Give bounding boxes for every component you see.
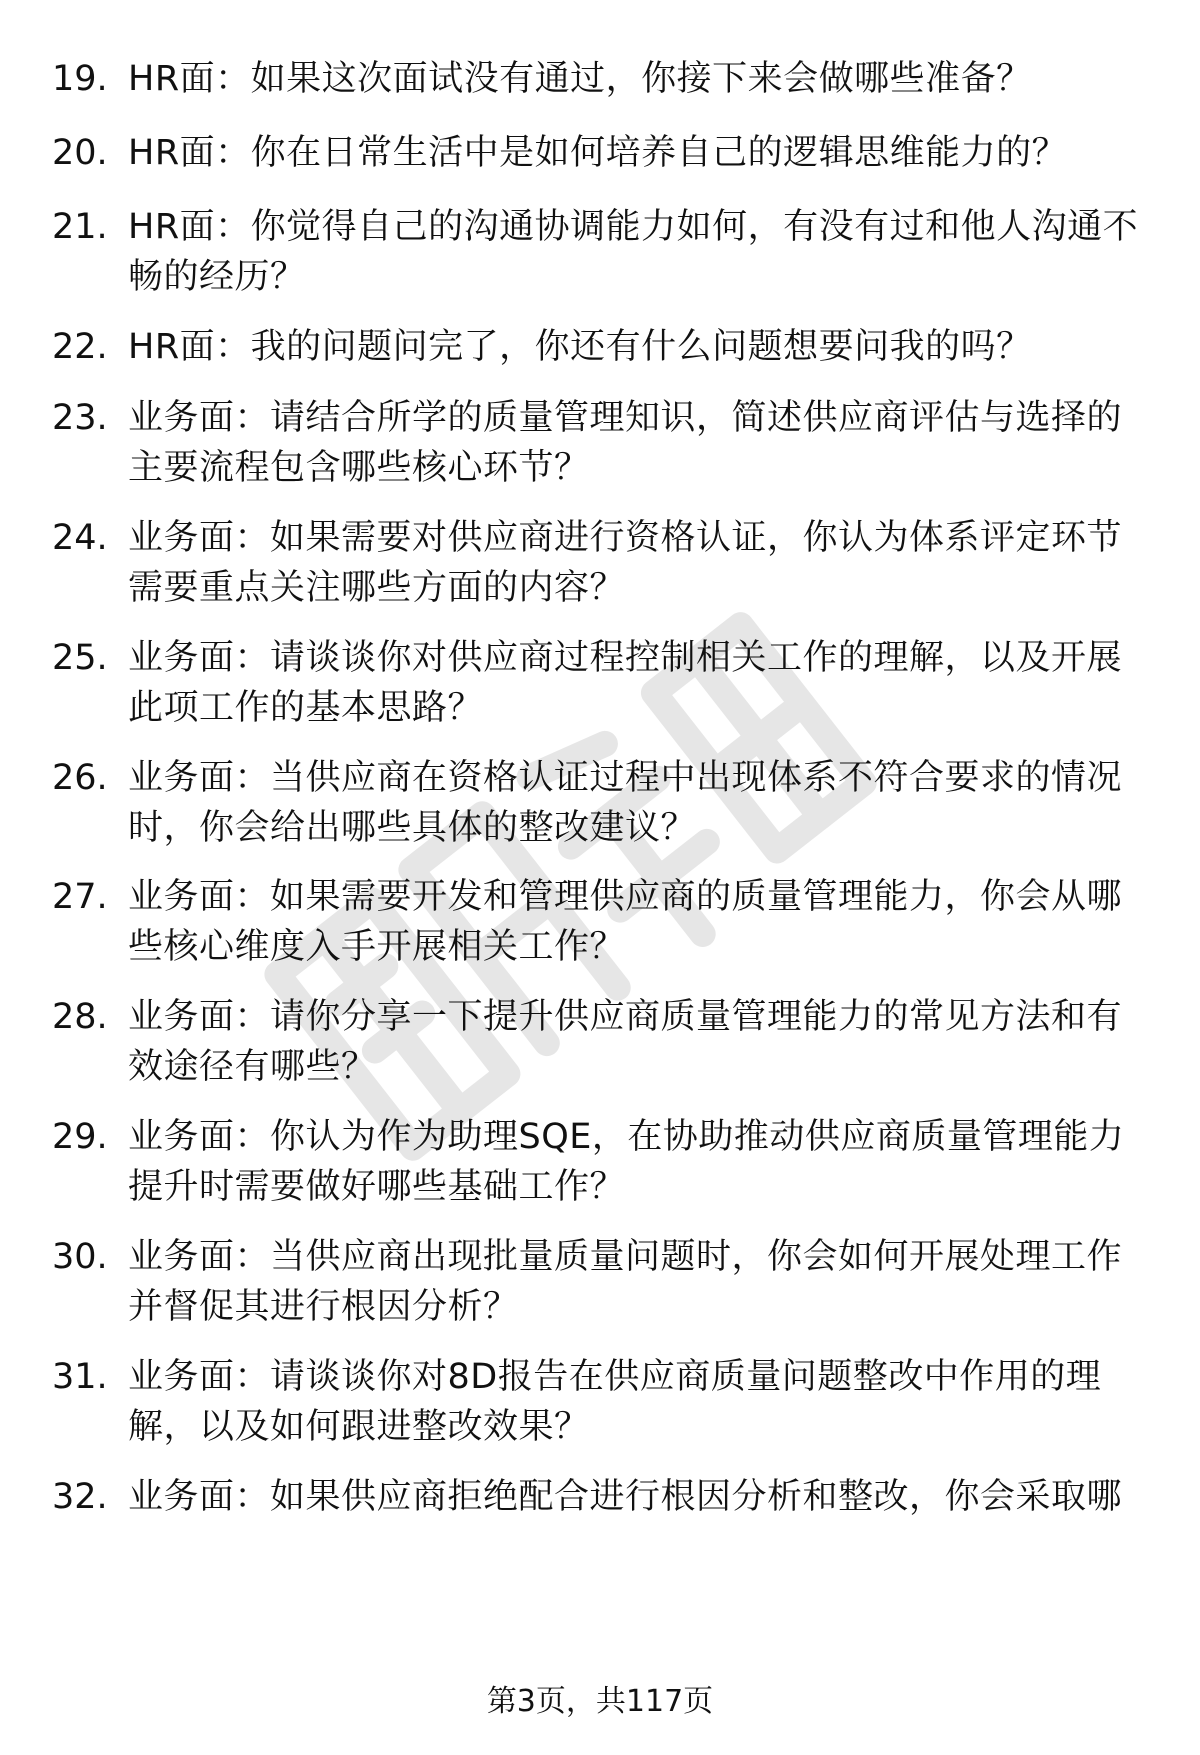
question-text: 业务面：如果供应商拒绝配合进行根因分析和整改，你会采取哪 bbox=[128, 1477, 1123, 1517]
question-text: 业务面：请谈谈你对8D报告在供应商质量问题整改中作用的理解，以及如何跟进整改效果？ bbox=[128, 1357, 1102, 1447]
question-number: 31. bbox=[52, 1357, 108, 1397]
question-number: 30. bbox=[52, 1237, 108, 1277]
question-text: 业务面：如果需要对供应商进行资格认证，你认为体系评定环节需要重点关注哪些方面的内容？ bbox=[128, 518, 1123, 608]
question-text: HR面：如果这次面试没有通过，你接下来会做哪些准备？ bbox=[128, 59, 1032, 99]
question-text: 业务面：请结合所学的质量管理知识，简述供应商评估与选择的主要流程包含哪些核心环节？ bbox=[128, 398, 1123, 488]
question-number: 20. bbox=[52, 133, 108, 173]
question-number: 21. bbox=[52, 207, 108, 247]
question-number: 32. bbox=[52, 1477, 108, 1517]
question-number: 25. bbox=[52, 638, 108, 678]
question-text: 业务面：请你分享一下提升供应商质量管理能力的常见方法和有效途径有哪些？ bbox=[128, 997, 1123, 1087]
question-text: 业务面：当供应商出现批量质量问题时，你会如何开展处理工作并督促其进行根因分析？ bbox=[128, 1237, 1123, 1327]
question-number: 23. bbox=[52, 398, 108, 438]
question-number: 26. bbox=[52, 758, 108, 798]
question-number: 27. bbox=[52, 877, 108, 917]
question-number: 28. bbox=[52, 997, 108, 1037]
question-text: HR面：你在日常生活中是如何培养自己的逻辑思维能力的？ bbox=[128, 133, 1068, 173]
question-number: 19. bbox=[52, 59, 108, 99]
question-number: 22. bbox=[52, 327, 108, 367]
question-number: 24. bbox=[52, 518, 108, 558]
page-footer bbox=[0, 1680, 1200, 1724]
question-text: 业务面：你认为作为助理SQE，在协助推动供应商质量管理能力提升时需要做好哪些基础工作？ bbox=[128, 1117, 1125, 1207]
page-number-label: 第3页，共117页 bbox=[486, 1684, 714, 1719]
question-text: 业务面：如果需要开发和管理供应商的质量管理能力，你会从哪些核心维度入手开展相关工作？ bbox=[128, 877, 1123, 967]
question-text: 业务面：当供应商在资格认证过程中出现体系不符合要求的情况时，你会给出哪些具体的整改建议？ bbox=[128, 758, 1123, 848]
question-text: 业务面：请谈谈你对供应商过程控制相关工作的理解，以及开展此项工作的基本思路？ bbox=[128, 638, 1123, 728]
question-text: HR面：我的问题问完了，你还有什么问题想要问我的吗？ bbox=[128, 327, 1032, 367]
question-number: 29. bbox=[52, 1117, 108, 1157]
question-text: HR面：你觉得自己的沟通协调能力如何，有没有过和他人沟通不畅的经历？ bbox=[128, 207, 1139, 297]
